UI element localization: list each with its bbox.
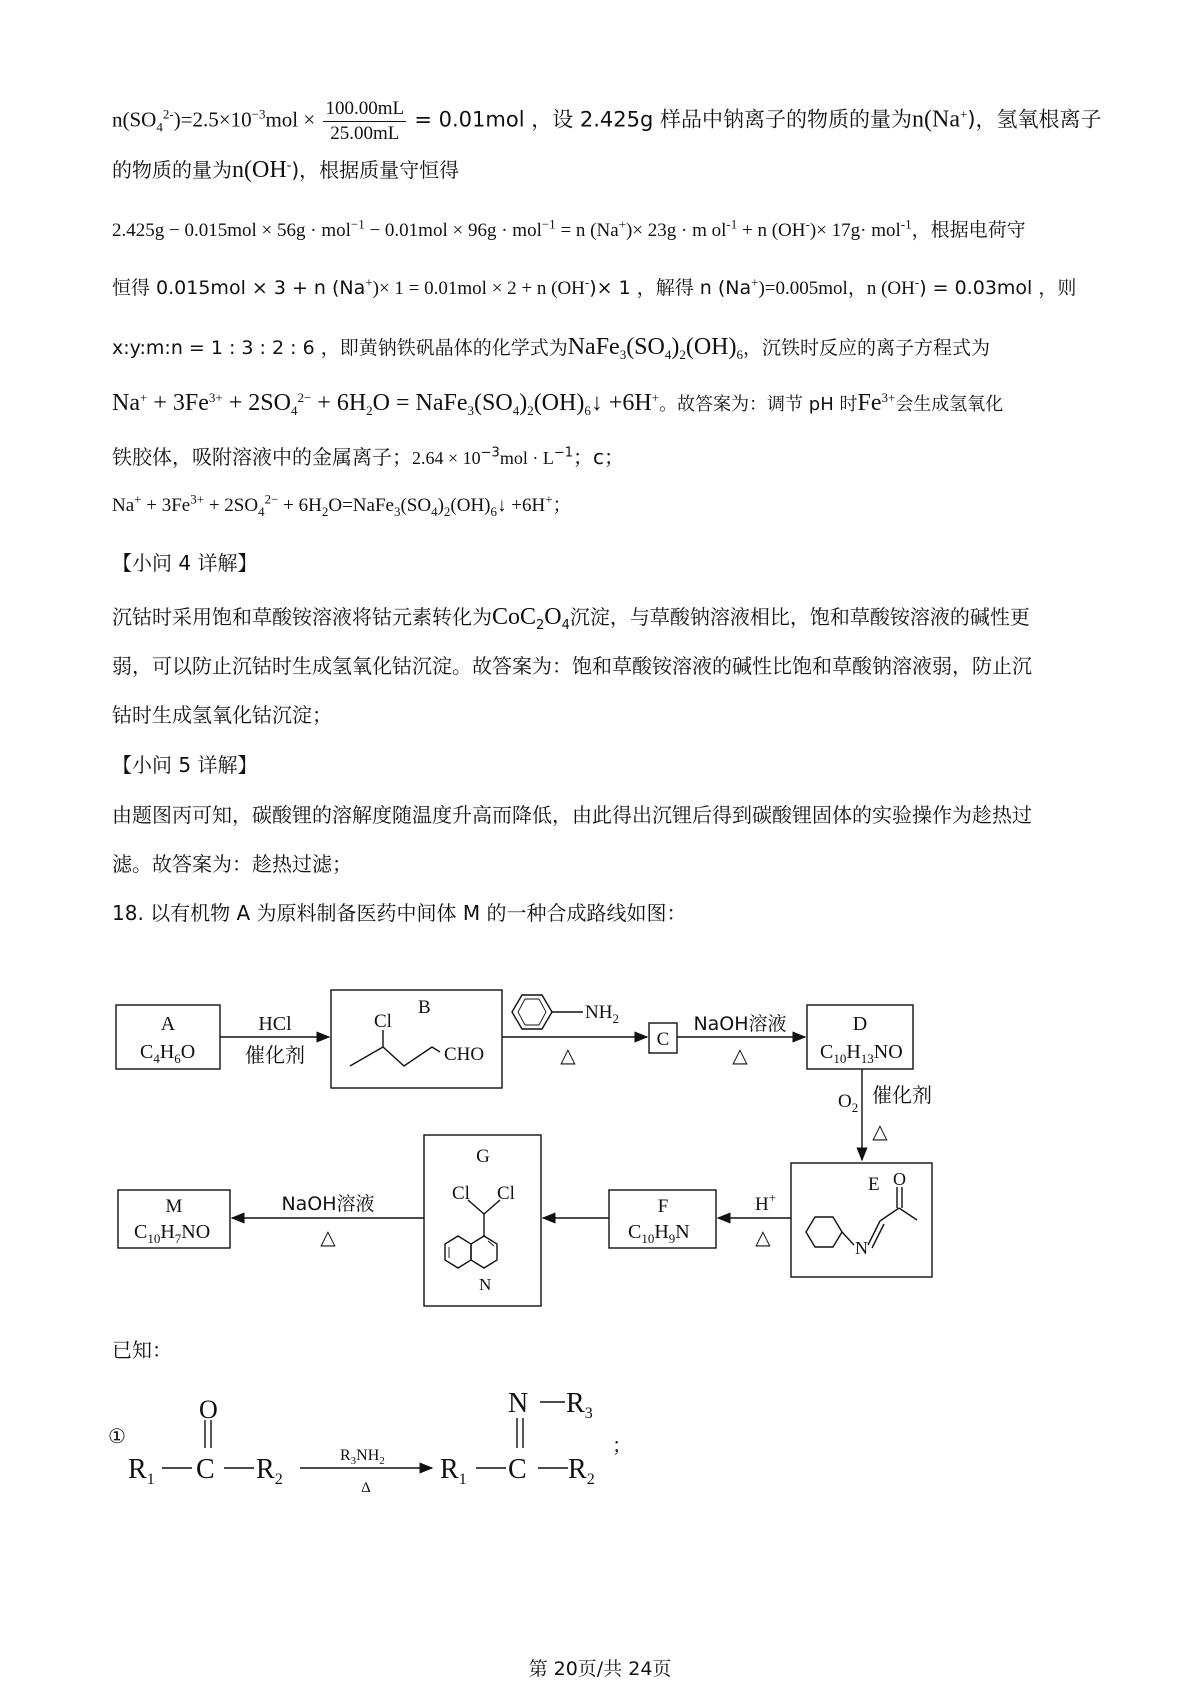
fraction-denominator: 25.00mL — [330, 123, 400, 144]
superscript: −3 — [251, 106, 266, 122]
punctuation: ； — [612, 1433, 632, 1457]
nitrogen-label: N — [508, 1388, 529, 1419]
reagent-acid: H+ — [755, 1190, 777, 1215]
text-span: x:y:m:n = 1 : 3 : 2 : 6 ，即黄钠铁矾晶体的化学式为 — [112, 337, 568, 359]
text-span: mol × — [265, 107, 316, 132]
text-span: n(Na — [912, 106, 961, 133]
text-span: O=NaFe — [328, 495, 394, 516]
text-span: 会生成氢氧化 — [895, 394, 1004, 415]
text-span: (SO — [626, 334, 665, 360]
text-span: )=2.5×10 — [173, 107, 252, 132]
known-label: 已知： — [112, 1338, 172, 1362]
text-line: 钴时生成氢氧化钴沉淀； — [112, 703, 332, 727]
text-span: = 0.01mol ，设 2.425g 样品中钠离子的物质的量为 — [414, 107, 913, 132]
superscript: -1 — [726, 216, 738, 232]
compound-m-label: M — [165, 1196, 183, 1217]
text-span: ； — [552, 494, 572, 516]
superscript: 3+ — [881, 390, 896, 405]
superscript: + — [651, 390, 660, 405]
text-span: + 6H — [311, 390, 367, 416]
oxygen-label: O — [199, 1395, 218, 1424]
compound-b-box — [331, 990, 502, 1088]
text-span: )× 1 ，解得 n (Na — [589, 277, 752, 299]
compound-e-label: E — [868, 1174, 880, 1195]
text-span: O = NaFe — [372, 390, 468, 416]
subscript: 2 — [321, 503, 329, 519]
text-span: 2.64 × 10 — [412, 448, 481, 468]
superscript: - — [805, 216, 810, 232]
reagent-oxygen: $O_2$ — [838, 1091, 859, 1115]
subscript: 2 — [536, 618, 545, 633]
superscript: 2− — [297, 390, 312, 405]
subscript: 3 — [393, 503, 401, 519]
compound-d-label: D — [852, 1013, 868, 1035]
text-line: 滤。故答案为：趁热过滤； — [112, 852, 352, 876]
catalyst-label: 催化剂 — [245, 1043, 305, 1067]
text-span: )× 1 = 0.01mol × 2 + n (OH — [372, 278, 585, 299]
subscript: 4 — [258, 503, 265, 519]
text-span: mol · L — [499, 448, 554, 468]
text-span: ，根据电荷守 — [911, 219, 1026, 241]
superscript: −1 — [553, 445, 573, 461]
text-span: )=0.005mol，n (OH — [758, 278, 915, 299]
text-span: 沉淀，与草酸钠溶液相比，饱和草酸铵溶液的碱性更 — [569, 605, 1030, 629]
aldehyde-label: CHO — [444, 1044, 485, 1065]
superscript: + — [960, 106, 968, 122]
text-span: Na — [112, 390, 140, 416]
subscript: 2 — [527, 403, 534, 419]
superscript: - — [914, 274, 920, 290]
text-span: Na — [112, 495, 135, 516]
amine-label: $NH_2$ — [585, 1002, 619, 1026]
text-span: )，根据质量守恒得 — [291, 158, 460, 182]
compound-d-formula: $C_{10}H_{13}NO$ — [820, 1041, 903, 1066]
superscript: + — [545, 491, 553, 507]
text-span: n(OH — [232, 157, 287, 183]
text-span: + 6H — [278, 495, 322, 516]
text-span: 2.425g − 0.015mol × 56g · mol — [112, 220, 351, 241]
chlorine-label: Cl — [497, 1183, 515, 1204]
carbon-label: C — [508, 1454, 527, 1485]
text-span: = n (Na — [555, 220, 619, 241]
item-marker: ① — [108, 1426, 126, 1448]
subscript: 3 — [619, 346, 627, 362]
r3-group: $R_3$ — [566, 1388, 593, 1422]
heat-symbol: △ — [872, 1121, 888, 1143]
chlorine-label: Cl — [452, 1183, 470, 1204]
superscript: 3+ — [190, 491, 205, 507]
catalyst-label: 催化剂 — [872, 1083, 932, 1107]
oxygen-label: O — [893, 1169, 906, 1189]
superscript: −1 — [350, 216, 365, 232]
page-footer: 第 20页/共 24页 — [528, 1658, 672, 1680]
superscript: + — [134, 491, 142, 507]
text-span: NaFe — [567, 334, 620, 360]
text-span: )× 17g· mol — [809, 220, 901, 241]
compound-g-label: G — [476, 1146, 490, 1167]
text-span: Fe — [857, 390, 882, 416]
carbon-label: C — [196, 1454, 215, 1485]
text-span: CoC — [492, 604, 537, 630]
superscript: + — [365, 274, 373, 290]
text-span: (OH) — [533, 390, 585, 416]
subscript: 6 — [490, 503, 498, 519]
text-span: )，氢氧根离子 — [967, 107, 1102, 132]
text-span: n(SO — [112, 107, 157, 132]
compound-a-label: A — [160, 1013, 176, 1035]
compound-e-box — [791, 1163, 932, 1277]
superscript: + — [139, 390, 148, 405]
text-span: ，沉铁时反应的离子方程式为 — [743, 337, 991, 359]
subscript: 4 — [156, 119, 163, 135]
text-line: 弱，可以防止沉钴时生成氢氧化钴沉淀。故答案为：饱和草酸铵溶液的碱性比饱和草酸钠溶液弱，防止沉 — [112, 654, 1032, 678]
text-span: ；c； — [573, 445, 624, 469]
superscript: - — [584, 274, 590, 290]
text-span: + 3Fe — [141, 495, 191, 516]
nitrogen-label: N — [479, 1275, 492, 1294]
chlorine-label: Cl — [374, 1011, 392, 1032]
text-span: (SO — [400, 495, 432, 516]
superscript: 3+ — [208, 390, 223, 405]
superscript: −1 — [541, 216, 556, 232]
fraction-numerator: 100.00mL — [323, 97, 406, 122]
text-span: (SO — [474, 390, 513, 416]
subscript: 4 — [664, 346, 672, 362]
superscript: −3 — [480, 445, 500, 461]
heat-symbol: △ — [755, 1227, 771, 1249]
text-span: ) = 0.03mol ，则 — [919, 277, 1077, 299]
subscript: 4 — [290, 403, 298, 419]
nitrogen-label: N — [855, 1238, 868, 1258]
section-heading: 【小问 5 详解】 — [112, 753, 258, 777]
superscript: 2− — [264, 491, 279, 507]
text-span: (OH) — [685, 334, 737, 360]
text-span: ) — [671, 334, 680, 360]
text-span: + 2SO — [204, 495, 259, 516]
text-span: ) — [437, 495, 444, 516]
text-span: ) — [519, 390, 528, 416]
r1-group: $R_1$ — [440, 1454, 467, 1488]
subscript: 4 — [431, 503, 438, 519]
reagent-hcl: HCl — [258, 1013, 292, 1035]
text-span: O — [544, 604, 562, 630]
superscript: - — [286, 158, 292, 174]
text-span: 恒得 0.015mol × 3 + n (Na — [112, 277, 366, 299]
r2-group: $R_2$ — [256, 1454, 283, 1488]
subscript: 3 — [467, 403, 475, 419]
subscript: 2 — [366, 403, 373, 419]
text-span: + 2SO — [222, 390, 291, 416]
text-span: )× 23g · m ol — [625, 220, 727, 241]
r2-group: $R_2$ — [568, 1454, 595, 1488]
compound-b-label: B — [418, 997, 431, 1018]
text-line: 由题图丙可知，碳酸锂的溶解度随温度升高而降低，由此得出沉锂后得到碳酸锂固体的实验操作为趁热过 — [112, 803, 1032, 827]
r1-group: $R_1$ — [128, 1454, 155, 1488]
heat-symbol: Δ — [361, 1480, 371, 1496]
reagent-amine: $R_3NH_2$ — [340, 1447, 385, 1467]
compound-c-label: C — [656, 1029, 670, 1050]
section-heading: 【小问 4 详解】 — [112, 551, 258, 575]
superscript: -1 — [900, 216, 912, 232]
text-span: (OH) — [450, 495, 491, 516]
text-span: − 0.01mol × 96g · mol — [364, 220, 542, 241]
subscript: 2 — [443, 503, 451, 519]
subscript: 6 — [584, 403, 591, 419]
reagent-naoh: NaOH溶液 — [693, 1013, 787, 1035]
text-span: + n (OH — [737, 220, 806, 241]
heat-symbol: △ — [732, 1045, 748, 1067]
subscript: 4 — [512, 403, 520, 419]
text-span: 。故答案为：调节 pH 时 — [659, 394, 858, 415]
subscript: 4 — [561, 618, 570, 633]
compound-a-formula: $C_4H_6O$ — [140, 1041, 196, 1066]
heat-symbol: △ — [560, 1045, 576, 1067]
subscript: 6 — [736, 346, 744, 362]
compound-f-label: F — [657, 1196, 669, 1217]
text-span: ↓ +6H — [590, 390, 652, 416]
superscript: + — [751, 274, 759, 290]
heat-symbol: △ — [320, 1227, 336, 1249]
superscript: 2- — [162, 106, 174, 122]
subscript: 2 — [679, 346, 686, 362]
text-span: 铁胶体，吸附溶液中的金属离子； — [112, 445, 412, 469]
text-span: + 3Fe — [147, 390, 209, 416]
text-span: 沉钴时采用饱和草酸铵溶液将钴元素转化为 — [112, 605, 492, 629]
reagent-naoh: NaOH溶液 — [281, 1193, 375, 1215]
compound-m-formula: $C_{10}H_7NO$ — [134, 1221, 211, 1246]
text-span: 的物质的量为 — [112, 158, 232, 182]
compound-f-formula: $C_{10}H_9N$ — [628, 1221, 690, 1246]
question-18-title: 18. 以有机物 A 为原料制备医药中间体 M 的一种合成路线如图： — [112, 901, 687, 925]
superscript: + — [618, 216, 626, 232]
text-span: ↓ +6H — [497, 495, 546, 516]
